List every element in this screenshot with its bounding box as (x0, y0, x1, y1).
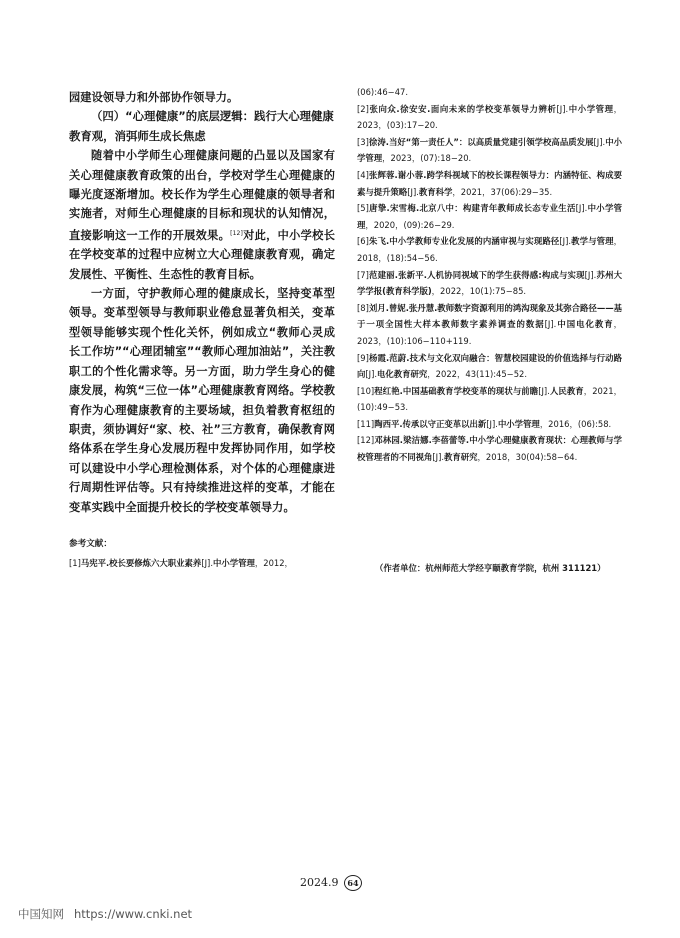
reference-rest2: ，2018，30(04):58−64. (477, 452, 578, 463)
reference-num: [12] (357, 435, 375, 446)
reference-bold2: 中小学管理 (568, 103, 614, 114)
reference-bold: 徐涛.当好“第一责任人”：以高质量党建引领学校高品质发展 (368, 136, 594, 147)
reference-num: [4] (357, 169, 369, 180)
reference-1 (69, 555, 335, 572)
reference-item (357, 267, 622, 300)
reference-rest2: ，2023，(07):18−20. (382, 153, 472, 164)
reference-bold2: 电化教育研究 (377, 369, 428, 380)
paragraph-1-text-a: 随着中小学师生心理健康问题的凸显以及国家有关心理健康教育政策的出台，学校对学生心理健康的曝光度逐渐增加。校长作为学生心理健康的领导者和实施者，对师生心理健康的目标和现状的认知情况，直接影响这一工作的开展效果。 (69, 149, 335, 242)
reference-rest2: ，2021，(10):49−53. (357, 385, 622, 413)
reference-rest2: ，2023，(03):17−20. (357, 103, 622, 131)
reference-num: [11] (357, 418, 375, 429)
reference-bold2: 中小学管理 (357, 136, 622, 164)
reference-bold: 刘月.曾妮.张丹慧.教师数字资源利用的鸿沟现象及其弥合路径——基于一项全国性大样本教师数字素养调查的数据 (357, 302, 622, 330)
reference-details: ，2012， (254, 557, 293, 568)
reference-bold2: 中小学管理 (357, 203, 622, 230)
reference-rest: [J]. (486, 418, 498, 429)
reference-rest: [J]. (544, 319, 557, 330)
reference-bold2: 教学与管理 (571, 236, 614, 247)
reference-item (357, 200, 622, 233)
issue-date: 2024.9 (300, 876, 339, 889)
reference-rest: [J]. (559, 236, 571, 247)
reference-num: [10] (357, 385, 375, 396)
reference-bold: 张辉蓉.谢小蓉.跨学科视域下的校长课程领导力：内涵特征、构成要素与提升策略 (357, 169, 622, 197)
reference-journal: 中小学管理 (212, 557, 255, 568)
reference-bold2: 中国电化教育 (556, 319, 614, 330)
reference-bold2: 教育科学 (418, 186, 453, 197)
reference-item (357, 233, 622, 266)
reference-rest2: ，2022，10(1):75−85. (431, 286, 527, 297)
reference-item (357, 383, 622, 416)
reference-list (357, 84, 622, 466)
reference-bold: 张向众.徐安安.面向未来的学校变革领导力辨析 (368, 103, 557, 114)
watermark-site: 中国知网 (18, 907, 64, 921)
reference-num: [6] (357, 236, 369, 247)
citation-marker: [12] (230, 229, 243, 237)
reference-rest2: ，2020，(09):26−29. (365, 219, 455, 230)
reference-num: [2] (357, 103, 369, 114)
reference-rest2: ，2016，(06):58. (539, 418, 612, 429)
paragraph-2: 一方面，守护教师心理的健康成长，坚持变革型领导。变革型领导与教师职业倦怠显著负相关，变革型领导能够实现个性化关怀，例如成立“教师心灵成长工作坊”“心理团辅室”“教师心理加油站”，关注教职工的个性化需求等。另一方面，助力学生身心的健康发展，构筑“三位一体”心理健康教育网络。学校教育作为心理健康教育的主要场域，担负着教育枢纽的职责，须协调好“家、校、社”三方教育，确保教育网络体系在学生身心发展历程中发挥协同作用，如学校可以建设中小学心理检测体系，对个体的心理健康进行周期性评估等。只有持续推进这样的变革，才能在变革实践中全面提升校长的学校变革领导力。 (69, 287, 335, 514)
reference-bold2: 中小学管理 (497, 418, 540, 429)
reference-bold: 程红艳.中国基础教育学校变革的现状与前瞻 (374, 385, 539, 396)
reference-rest: [J]. (432, 452, 445, 463)
watermark-url: https://www.cnki.net (74, 907, 193, 921)
reference-item (357, 350, 622, 383)
reference-bold2: 人民教育 (549, 385, 584, 396)
reference-item (357, 134, 622, 167)
reference-rest: (06):46−47. (357, 87, 409, 97)
reference-num: [9] (357, 352, 369, 363)
cnki-watermark (18, 906, 192, 922)
reference-item (357, 416, 622, 433)
reference-item (357, 300, 622, 350)
paragraph-continuation: 园建设领导力和外部协作领导力。 (69, 91, 239, 104)
reference-type: [J]. (201, 557, 213, 568)
reference-item (357, 84, 622, 101)
reference-rest: [J]. (407, 186, 419, 197)
author-affiliation: （作者单位：杭州师范大学经亨颐教育学院，杭州 311121） (375, 563, 606, 573)
reference-num: [5] (357, 203, 369, 214)
reference-rest: [J]. (584, 269, 597, 280)
left-column (69, 88, 335, 572)
section-heading: （四）“心理健康”的底层逻辑：践行大心理健康教育观，消弭师生成长焦虑 (69, 109, 334, 143)
reference-rest2: ，2023，(10):106−110+119. (357, 319, 623, 346)
paragraph-1 (69, 146, 335, 284)
right-column (357, 84, 622, 466)
references-title: 参考文献： (69, 538, 112, 549)
reference-bold: 陶西平.传承以守正变革以出新 (374, 418, 487, 429)
reference-rest: [J]. (365, 369, 378, 380)
reference-rest2: ，2018，(18):54−56. (357, 236, 623, 263)
reference-num: [8] (357, 302, 369, 313)
reference-rest2: ，2021，37(06):29−35. (452, 186, 553, 197)
reference-bold2: 苏州大学学报(教育科学版) (357, 269, 622, 297)
reference-item (357, 432, 622, 465)
reference-rest: [J]. (556, 103, 569, 114)
reference-bold: 范建丽.张新平.人机协同视域下的学生获得感:构成与实现 (368, 269, 585, 280)
reference-num: [3] (357, 136, 369, 147)
page-footer (300, 875, 362, 891)
page-number: 64 (344, 875, 362, 891)
reference-title: 马宪平.校长要修炼六大职业素养 (80, 557, 202, 568)
reference-item (357, 167, 622, 200)
reference-rest: [J]. (538, 385, 550, 396)
paragraph-1-text-b: 对此，中小学校长在学校变革的过程中应树立大心理健康教育观，确定发展性、平衡性、生态性的教育目标。 (69, 228, 335, 281)
reference-item (357, 101, 622, 134)
reference-num: [7] (357, 269, 369, 280)
reference-bold: 朱飞.中小学教师专业化发展的内涵审视与实现路径 (368, 236, 560, 247)
reference-bold: 邓林园.梁洁娜.李蓓蕾等.中小学心理健康教育现状：心理教师与学校管理者的不同视角 (357, 435, 622, 463)
reference-rest: [J]. (575, 203, 588, 214)
reference-rest2: ，2022，43(11):45−52. (427, 369, 528, 380)
reference-rest: [J]. (593, 136, 606, 147)
reference-bold: 唐挚.宋雪梅.北京八中：构建青年教师成长态专业生活 (368, 203, 576, 214)
reference-bold2: 教育研究 (444, 452, 478, 463)
reference-number: [1] (69, 557, 81, 568)
reference-bold: 杨霞.范蔚.技术与文化双向融合：智慧校园建设的价值选择与行动路向 (357, 352, 622, 380)
